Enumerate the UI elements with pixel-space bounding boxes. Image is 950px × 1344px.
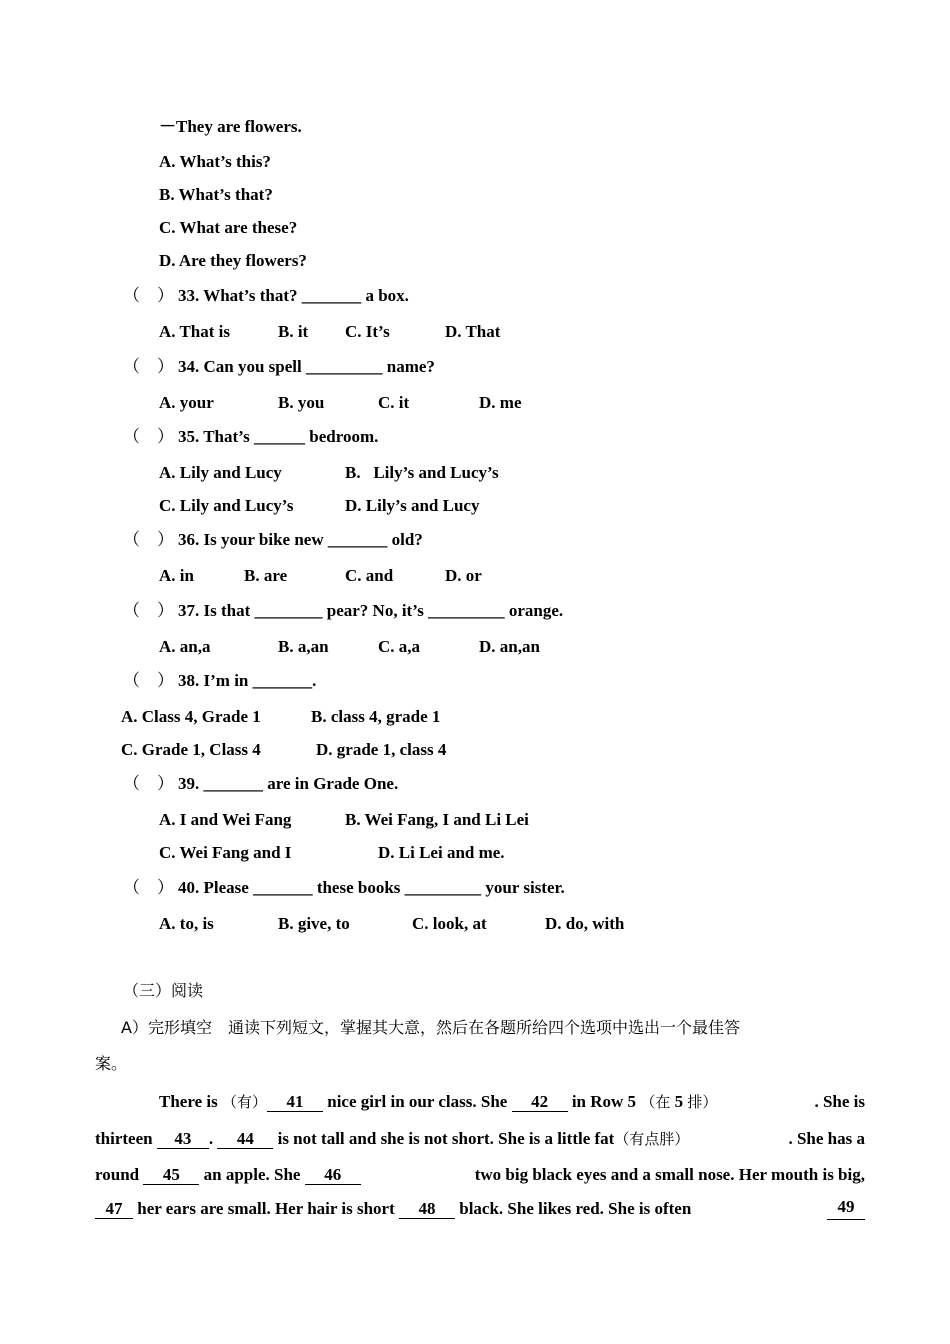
q33-option-c: C. It’s bbox=[345, 322, 390, 341]
q38-answer-paren[interactable]: （ ） bbox=[123, 671, 174, 690]
passage-gloss: （有点胖） bbox=[614, 1130, 690, 1148]
blank-47[interactable]: 47 bbox=[95, 1200, 133, 1219]
passage-text: . She has a bbox=[788, 1129, 865, 1148]
q36-option-b: B. are bbox=[244, 566, 288, 585]
passage-text: thirteen bbox=[95, 1129, 157, 1148]
passage-gloss: 排） bbox=[687, 1093, 718, 1111]
q33-option-a: A. That is bbox=[159, 322, 231, 341]
q40-option-a: A. to, is bbox=[159, 914, 214, 933]
q33-option-d: D. That bbox=[445, 322, 501, 341]
q36-option-d: D. or bbox=[445, 566, 482, 585]
q36-option-a: A. in bbox=[159, 566, 194, 585]
q39-option-a: A. I and Wei Fang bbox=[159, 810, 292, 829]
q40-stem: 40. Please _______ these books _________ your sister. bbox=[178, 878, 565, 897]
blank-44[interactable]: 44 bbox=[217, 1130, 273, 1149]
passage-text: two big black eyes and a small nose. Her mouth is big, bbox=[474, 1165, 865, 1184]
passage-gloss: （有） bbox=[221, 1093, 267, 1111]
q36-stem: 36. Is your bike new _______ old? bbox=[178, 530, 423, 549]
passage-line-2 bbox=[95, 1128, 865, 1150]
q37-option-c: C. a,a bbox=[378, 637, 421, 656]
q38-option-c: C. Grade 1, Class 4 bbox=[121, 740, 261, 759]
section-instruction-line2: 案。 bbox=[95, 1054, 128, 1073]
q35-option-b: B. Lily’s and Lucy’s bbox=[345, 463, 499, 482]
q33-option-b: B. it bbox=[278, 322, 309, 341]
q40-option-d: D. do, with bbox=[545, 914, 625, 933]
q38-stem: 38. I’m in _______. bbox=[178, 671, 317, 690]
q38-option-d: D. grade 1, class 4 bbox=[316, 740, 447, 759]
q32-answer-line: －They are flowers. bbox=[159, 117, 302, 136]
passage-text: nice girl in our class. She bbox=[322, 1092, 512, 1111]
q35-option-c: C. Lily and Lucy’s bbox=[159, 496, 294, 515]
q32-option-a: A. What’s this? bbox=[159, 152, 271, 171]
q35-answer-paren[interactable]: （ ） bbox=[123, 427, 174, 446]
passage-text: . bbox=[208, 1129, 218, 1148]
passage-text: an apple. She bbox=[199, 1165, 305, 1184]
blank-43[interactable]: 43 bbox=[157, 1130, 209, 1149]
q39-option-d: D. Li Lei and me. bbox=[378, 843, 505, 862]
q39-answer-paren[interactable]: （ ） bbox=[123, 774, 174, 793]
blank-45[interactable]: 45 bbox=[143, 1166, 199, 1185]
q36-answer-paren[interactable]: （ ） bbox=[123, 530, 174, 549]
passage-line-3 bbox=[95, 1164, 865, 1186]
q39-option-b: B. Wei Fang, I and Li Lei bbox=[345, 810, 529, 829]
blank-42[interactable]: 42 bbox=[512, 1093, 568, 1112]
passage-text: is not tall and she is not short. She is a little fat bbox=[273, 1129, 615, 1148]
q36-option-c: C. and bbox=[345, 566, 394, 585]
passage-line-1 bbox=[159, 1091, 865, 1113]
passage-gloss: （在 bbox=[640, 1093, 671, 1111]
q38-option-b: B. class 4, grade 1 bbox=[311, 707, 441, 726]
q33-answer-paren[interactable]: （ ） bbox=[123, 286, 174, 305]
passage-line-4 bbox=[95, 1198, 865, 1220]
q33-stem: 33. What’s that? _______ a box. bbox=[178, 286, 409, 305]
q37-option-d: D. an,an bbox=[479, 637, 540, 656]
q34-answer-paren[interactable]: （ ） bbox=[123, 357, 174, 376]
q40-option-b: B. give, to bbox=[278, 914, 350, 933]
q39-stem: 39. _______ are in Grade One. bbox=[178, 774, 399, 793]
q35-stem: 35. That’s ______ bedroom. bbox=[178, 427, 379, 446]
blank-41[interactable]: 41 bbox=[267, 1093, 323, 1112]
passage-text: 5 bbox=[670, 1092, 688, 1111]
passage-text: black. She likes red. She is often bbox=[455, 1199, 692, 1218]
q38-option-a: A. Class 4, Grade 1 bbox=[121, 707, 261, 726]
q34-stem: 34. Can you spell _________ name? bbox=[178, 357, 435, 376]
blank-46[interactable]: 46 bbox=[305, 1166, 361, 1185]
passage-text: There is bbox=[159, 1092, 222, 1111]
q39-option-c: C. Wei Fang and I bbox=[159, 843, 292, 862]
q37-option-b: B. a,an bbox=[278, 637, 329, 656]
section-title: （三）阅读 bbox=[123, 981, 204, 1000]
q34-option-c: C. it bbox=[378, 393, 410, 412]
q37-option-a: A. an,a bbox=[159, 637, 211, 656]
blank-49[interactable]: 49 bbox=[827, 1198, 865, 1220]
passage-text: her ears are small. Her hair is short bbox=[133, 1199, 399, 1218]
q37-stem: 37. Is that ________ pear? No, it’s _________ orange. bbox=[178, 601, 564, 620]
passage-text: in Row 5 bbox=[567, 1092, 641, 1111]
q32-option-b: B. What’s that? bbox=[159, 185, 273, 204]
q40-option-c: C. look, at bbox=[412, 914, 487, 933]
q37-answer-paren[interactable]: （ ） bbox=[123, 601, 174, 620]
q40-answer-paren[interactable]: （ ） bbox=[123, 878, 174, 897]
blank-48[interactable]: 48 bbox=[399, 1200, 455, 1219]
passage-text: . She is bbox=[814, 1092, 865, 1111]
q35-option-a: A. Lily and Lucy bbox=[159, 463, 282, 482]
q32-option-c: C. What are these? bbox=[159, 218, 298, 237]
q34-option-d: D. me bbox=[479, 393, 522, 412]
q34-option-a: A. your bbox=[159, 393, 214, 412]
section-instruction-line1: A）完形填空 通读下列短文，掌握其大意，然后在各题所给四个选项中选出一个最佳答 bbox=[121, 1018, 740, 1037]
passage-text: round bbox=[95, 1165, 144, 1184]
q34-option-b: B. you bbox=[278, 393, 325, 412]
q35-option-d: D. Lily’s and Lucy bbox=[345, 496, 480, 515]
q32-option-d: D. Are they flowers? bbox=[159, 251, 307, 270]
